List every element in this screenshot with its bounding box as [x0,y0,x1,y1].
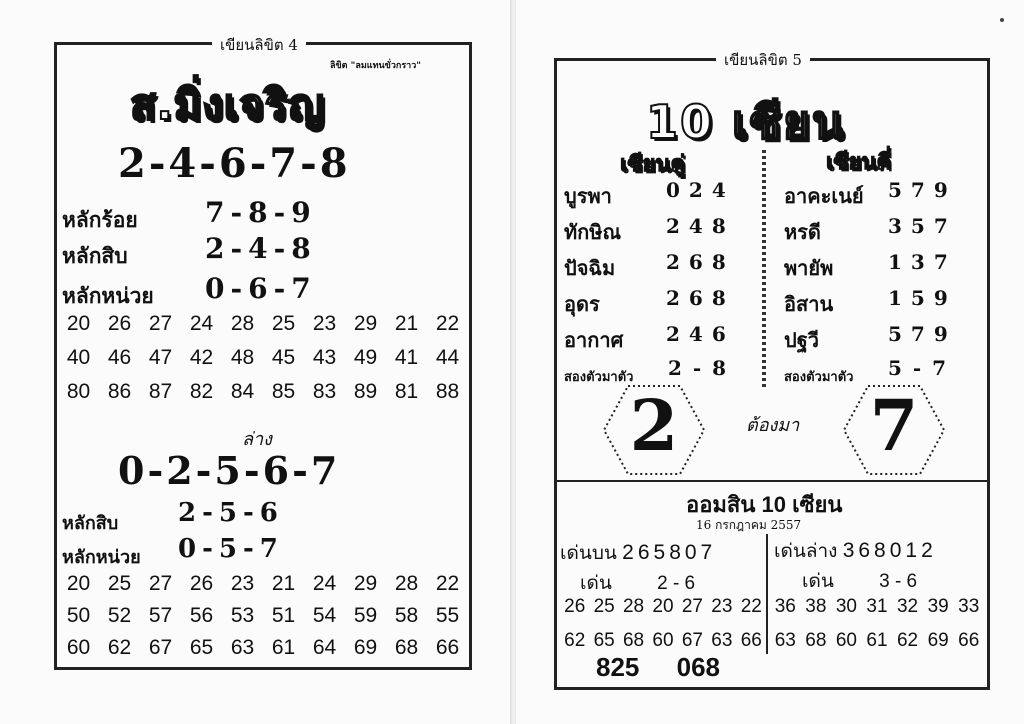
direction-name: พายัพ [784,258,834,280]
page-header: เขียนลิขิต 5 [716,48,810,72]
grid-cell: 87 [148,380,173,403]
even-heading: เซียนคู่ [620,151,686,176]
column-divider [766,534,768,654]
grid-cell: 38 [805,596,827,617]
row-label-units: หลักหน่วย [62,285,154,308]
hexagon-right-number: 7 [869,384,919,467]
lower-row-value-units: 0-5-7 [178,534,284,564]
feature-right-value: 3 - 6 [879,571,918,592]
grid-cell: 57 [148,604,173,627]
grid-cell: 43 [312,346,337,369]
grid-cell: 22 [740,596,762,617]
grid-cell: 46 [107,346,132,369]
lower-row-value-tens: 2-5-6 [178,498,284,528]
grid-cell: 20 [652,596,674,617]
grid-cell: 42 [189,346,214,369]
speck [1000,18,1004,22]
grid-cell: 39 [927,596,949,617]
grid-cell: 27 [681,596,703,617]
section-title: ออมสิน 10 เซียน [686,492,843,517]
grid-cell: 29 [353,312,378,335]
grid-cell: 68 [394,636,419,659]
page-header: เขียนลิขิต 4 [212,33,306,57]
row-value-tens: 2-4-8 [205,232,317,265]
grid-cell: 21 [271,572,296,595]
column-divider [762,150,766,390]
grid-cell: 25 [107,572,132,595]
grid-cell: 60 [652,630,674,651]
direction-name: หรดี [784,222,821,244]
odd-heading: เซียนคี่ [826,149,892,174]
feature-right-label: เด่น [802,571,834,592]
direction-value: 357 [888,214,957,238]
grid-cell: 20 [66,572,91,595]
grid-cell: 48 [230,346,255,369]
grid-cell: 40 [66,346,91,369]
grid-cell: 49 [353,346,378,369]
grid-cell: 28 [622,596,645,617]
grid-cell: 47 [148,346,173,369]
feature-left-label: เด่น [580,573,612,594]
grid-cell: 36 [774,596,796,617]
grid-cell: 21 [394,312,419,335]
left-play-grid [560,596,766,652]
grid-cell: 83 [312,380,337,403]
direction-name: อากาศ [564,330,624,352]
grid-cell: 33 [958,596,980,617]
bottom-play [774,536,937,566]
right-page [516,0,1024,724]
grid-cell: 62 [896,630,919,651]
grid-cell: 69 [353,636,378,659]
grid-cell: 24 [189,312,214,335]
direction-value: 159 [888,286,957,310]
feature-right [802,566,917,596]
bottom-play-digits: 368012 [842,539,937,562]
top-play [560,538,716,568]
direction-value: 579 [888,178,957,202]
grid-cell: 86 [107,380,132,403]
grid-cell: 28 [394,572,419,595]
top-number-grid [58,312,468,404]
even-pair-value: 2 - 8 [668,356,729,380]
lower-number-grid [58,572,468,660]
grid-cell: 22 [435,312,460,335]
grid-cell: 23 [711,596,733,617]
grid-cell: 29 [353,572,378,595]
grid-cell: 88 [435,380,460,403]
direction-name: บูรพา [564,186,612,208]
grid-cell: 51 [271,604,296,627]
grid-cell: 26 [564,596,586,617]
even-pair-label: สองตัวมาตัว [564,369,634,384]
feature-left [580,568,695,598]
bottom-play-label: เด่นล่าง [774,541,838,562]
row-label-tens: หลักสิบ [62,245,128,268]
grid-cell: 59 [353,604,378,627]
grid-cell: 25 [271,312,296,335]
grid-cell: 26 [189,572,214,595]
grid-cell: 20 [66,312,91,335]
grid-cell: 30 [835,596,857,617]
grid-cell: 84 [230,380,255,403]
credit-line: ลิขิต "ลมแทนขั่วกราว" [330,61,421,71]
grid-cell: 68 [622,630,645,651]
grid-cell: 25 [593,596,615,617]
row-value-hundreds: 7-8-9 [205,196,317,229]
grid-cell: 24 [312,572,337,595]
lower-number: 0-2-5-6-7 [118,448,341,493]
direction-value: 024 [666,178,735,202]
grid-cell: 66 [958,630,980,651]
grid-cell: 32 [896,596,919,617]
grid-cell: 61 [271,636,296,659]
grid-cell: 61 [866,630,888,651]
brand-title: ส.มิ่งเจริญ [130,80,326,129]
lower-row-label-tens: หลักสิบ [62,513,119,533]
direction-name: ปฐวี [784,330,819,352]
direction-name: อุดร [564,294,600,316]
section-date: 16 กรกฎาคม 2557 [696,518,802,532]
grid-cell: 45 [271,346,296,369]
grid-cell: 50 [66,604,91,627]
grid-cell: 80 [66,380,91,403]
grid-cell: 85 [271,380,296,403]
odd-pair-label: สองตัวมาตัว [784,369,854,384]
grid-cell: 66 [435,636,460,659]
hexagon-left-number: 2 [629,384,679,467]
top-number: 2-4-6-7-8 [118,140,351,187]
grid-cell: 27 [148,572,173,595]
grid-cell: 22 [435,572,460,595]
grid-cell: 67 [681,630,703,651]
grid-cell: 60 [66,636,91,659]
grid-cell: 53 [230,604,255,627]
grid-cell: 67 [148,636,173,659]
grid-cell: 63 [230,636,255,659]
hexagon-left [602,384,706,476]
direction-value: 246 [666,322,735,346]
grid-cell: 82 [189,380,214,403]
lower-row-label-units: หลักหน่วย [62,547,141,567]
direction-name: ทักษิณ [564,222,622,244]
direction-name: อาคะเนย์ [784,186,864,208]
grid-cell: 64 [312,636,337,659]
grid-cell: 58 [394,604,419,627]
grid-cell: 23 [230,572,255,595]
row-value-units: 0-6-7 [205,272,317,305]
grid-cell: 41 [394,346,419,369]
grid-cell: 55 [435,604,460,627]
grid-cell: 62 [107,636,132,659]
grid-cell: 26 [107,312,132,335]
grid-cell: 31 [866,596,888,617]
grid-cell: 66 [740,630,762,651]
grid-cell: 81 [394,380,419,403]
direction-name: ปัจฉิม [564,258,616,280]
grid-cell: 23 [312,312,337,335]
grid-cell: 63 [774,630,796,651]
grid-cell: 68 [805,630,827,651]
section-divider [554,480,990,482]
direction-value: 268 [666,286,735,310]
grid-cell: 54 [312,604,337,627]
top-play-digits: 265807 [622,541,717,564]
feature-left-value: 2 - 6 [657,573,696,594]
direction-value: 579 [888,322,957,346]
grid-cell: 65 [189,636,214,659]
grid-cell: 89 [353,380,378,403]
grid-cell: 52 [107,604,132,627]
lower-label: ล่าง [242,429,272,450]
direction-value: 268 [666,250,735,274]
grid-cell: 65 [593,630,615,651]
grid-cell: 62 [564,630,586,651]
grid-cell: 63 [711,630,733,651]
grid-cell: 28 [230,312,255,335]
direction-value: 137 [888,250,957,274]
direction-value: 248 [666,214,735,238]
direction-name: อิสาน [784,294,834,316]
right-play-grid [770,596,984,652]
grid-cell: 69 [927,630,949,651]
odd-pair-value: 5 - 7 [888,356,949,380]
top-play-label: เด่นบน [560,543,617,564]
grid-cell: 60 [835,630,857,651]
must-come-label: ต้องมา [746,415,800,436]
grid-cell: 56 [189,604,214,627]
final-numbers: 825 068 [596,652,720,682]
hexagon-right [842,384,946,476]
title: 10 เซียน [646,95,846,149]
row-label-hundreds: หลักร้อย [62,209,138,232]
grid-cell: 27 [148,312,173,335]
grid-cell: 44 [435,346,460,369]
